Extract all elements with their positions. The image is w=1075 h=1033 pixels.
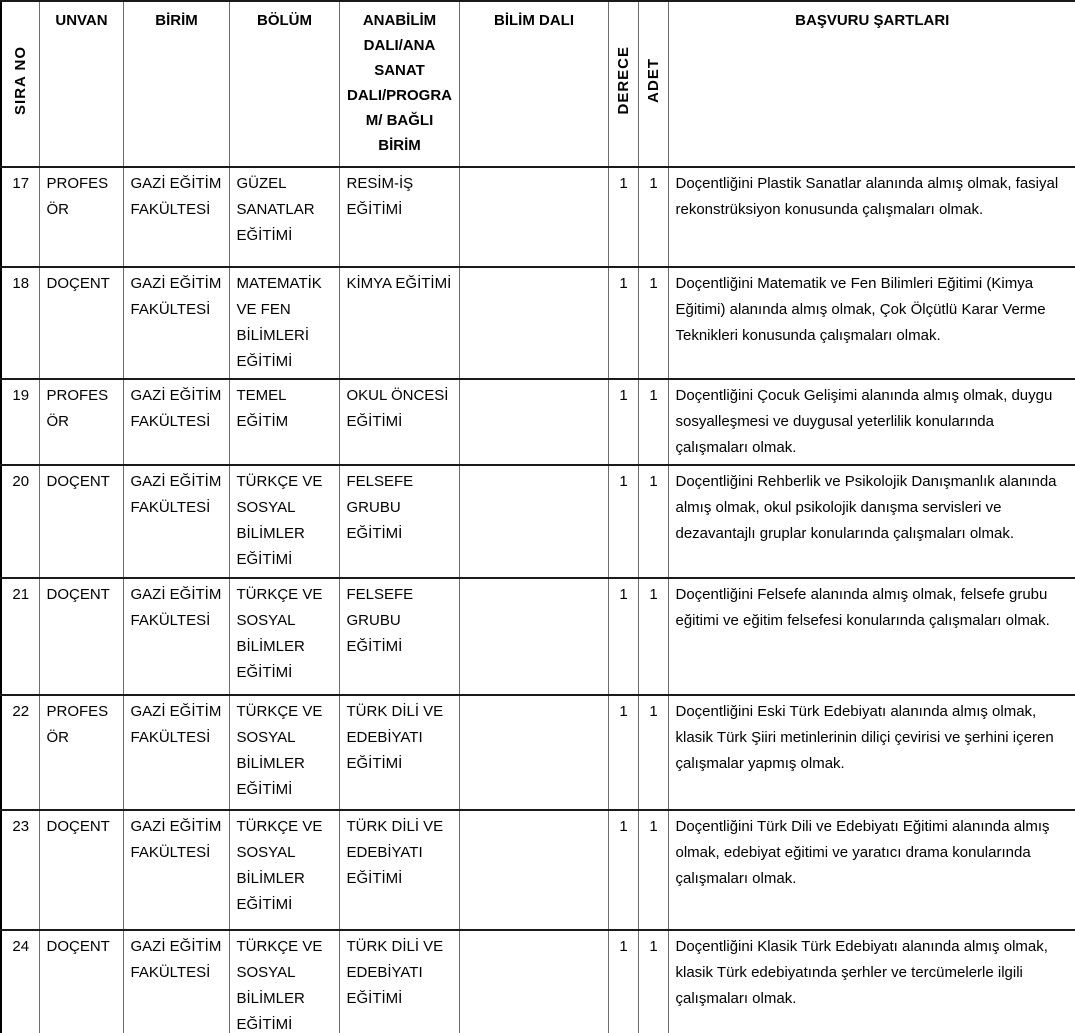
table-row <box>1 267 1075 379</box>
cell-anabilim-dali: FELSEFE GRUBU EĞİTİMİ <box>339 578 459 695</box>
cell-unvan: PROFESÖR <box>39 695 123 810</box>
header-basvuru-sartlari: BAŞVURU ŞARTLARI <box>668 1 1075 167</box>
cell-sira-no: 21 <box>1 578 39 695</box>
header-birim: BİRİM <box>123 1 229 167</box>
cell-basvuru-sartlari: Doçentliğini Çocuk Gelişimi alanında almış olmak, duygu sosyalleşmesi ve duygusal yeterlilik konularında çalışmaları olmak. <box>668 379 1075 465</box>
table-row <box>1 167 1075 267</box>
table-row <box>1 465 1075 578</box>
cell-basvuru-sartlari: Doçentliğini Plastik Sanatlar alanında almış olmak, fasiyal rekonstrüksiyon konusunda çalışmaları olmak. <box>668 167 1075 267</box>
cell-bolum: MATEMATİK VE FEN BİLİMLERİ EĞİTİMİ <box>229 267 339 379</box>
cell-unvan: PROFESÖR <box>39 167 123 267</box>
cell-adet: 1 <box>638 695 668 810</box>
cell-derece: 1 <box>608 379 638 465</box>
cell-bolum: TÜRKÇE VE SOSYAL BİLİMLER EĞİTİMİ <box>229 695 339 810</box>
cell-sira-no: 24 <box>1 930 39 1033</box>
cell-unvan: DOÇENT <box>39 810 123 930</box>
cell-bilim-dali <box>459 810 608 930</box>
cell-anabilim-dali: OKUL ÖNCESİ EĞİTİMİ <box>339 379 459 465</box>
cell-basvuru-sartlari: Doçentliğini Felsefe alanında almış olmak, felsefe grubu eğitimi ve eğitim felsefesi konularında çalışmaları olmak. <box>668 578 1075 695</box>
cell-sira-no: 23 <box>1 810 39 930</box>
cell-anabilim-dali: TÜRK DİLİ VE EDEBİYATI EĞİTİMİ <box>339 695 459 810</box>
cell-sira-no: 18 <box>1 267 39 379</box>
cell-birim: GAZİ EĞİTİM FAKÜLTESİ <box>123 465 229 578</box>
cell-basvuru-sartlari: Doçentliğini Klasik Türk Edebiyatı alanında almış olmak, klasik Türk edebiyatında şerhler ve tercümelerle ilgili çalışmaları olmak. <box>668 930 1075 1033</box>
cell-anabilim-dali: KİMYA EĞİTİMİ <box>339 267 459 379</box>
cell-anabilim-dali: FELSEFE GRUBU EĞİTİMİ <box>339 465 459 578</box>
header-sira-no: SIRA NO <box>1 1 39 167</box>
table-row <box>1 930 1075 1033</box>
cell-adet: 1 <box>638 810 668 930</box>
cell-unvan: DOÇENT <box>39 930 123 1033</box>
header-bolum: BÖLÜM <box>229 1 339 167</box>
header-row <box>1 1 1075 167</box>
cell-bolum: TÜRKÇE VE SOSYAL BİLİMLER EĞİTİMİ <box>229 465 339 578</box>
cell-derece: 1 <box>608 578 638 695</box>
cell-basvuru-sartlari: Doçentliğini Matematik ve Fen Bilimleri Eğitimi (Kimya Eğitimi) alanında almış olmak, Çok Ölçütlü Karar Verme Teknikleri konusunda çalışmaları olmak. <box>668 267 1075 379</box>
cell-anabilim-dali: TÜRK DİLİ VE EDEBİYATI EĞİTİMİ <box>339 810 459 930</box>
cell-sira-no: 19 <box>1 379 39 465</box>
cell-derece: 1 <box>608 465 638 578</box>
cell-derece: 1 <box>608 695 638 810</box>
cell-sira-no: 22 <box>1 695 39 810</box>
header-derece: DERECE <box>608 1 638 167</box>
table-row <box>1 578 1075 695</box>
cell-anabilim-dali: TÜRK DİLİ VE EDEBİYATI EĞİTİMİ <box>339 930 459 1033</box>
cell-birim: GAZİ EĞİTİM FAKÜLTESİ <box>123 930 229 1033</box>
cell-bolum: TÜRKÇE VE SOSYAL BİLİMLER EĞİTİMİ <box>229 810 339 930</box>
table-row <box>1 379 1075 465</box>
header-unvan: UNVAN <box>39 1 123 167</box>
cell-adet: 1 <box>638 267 668 379</box>
cell-derece: 1 <box>608 167 638 267</box>
cell-bilim-dali <box>459 930 608 1033</box>
cell-derece: 1 <box>608 930 638 1033</box>
header-adet: ADET <box>638 1 668 167</box>
cell-birim: GAZİ EĞİTİM FAKÜLTESİ <box>123 578 229 695</box>
cell-unvan: DOÇENT <box>39 578 123 695</box>
cell-birim: GAZİ EĞİTİM FAKÜLTESİ <box>123 379 229 465</box>
cell-adet: 1 <box>638 379 668 465</box>
cell-birim: GAZİ EĞİTİM FAKÜLTESİ <box>123 810 229 930</box>
cell-derece: 1 <box>608 267 638 379</box>
cell-adet: 1 <box>638 465 668 578</box>
cell-adet: 1 <box>638 578 668 695</box>
table-row <box>1 695 1075 810</box>
cell-basvuru-sartlari: Doçentliğini Rehberlik ve Psikolojik Danışmanlık alanında almış olmak, okul psikolojik danışma servisleri ve dezavantajlı gruplar konularında çalışmaları olmak. <box>668 465 1075 578</box>
cell-bilim-dali <box>459 578 608 695</box>
cell-derece: 1 <box>608 810 638 930</box>
cell-adet: 1 <box>638 930 668 1033</box>
cell-bolum: TÜRKÇE VE SOSYAL BİLİMLER EĞİTİMİ <box>229 578 339 695</box>
cell-bilim-dali <box>459 695 608 810</box>
header-bilim-dali: BİLİM DALI <box>459 1 608 167</box>
cell-sira-no: 20 <box>1 465 39 578</box>
cell-bilim-dali <box>459 267 608 379</box>
cell-bolum: TÜRKÇE VE SOSYAL BİLİMLER EĞİTİMİ <box>229 930 339 1033</box>
cell-unvan: DOÇENT <box>39 465 123 578</box>
cell-bilim-dali <box>459 379 608 465</box>
header-anabilim-dali: ANABİLİM DALI/ANA SANAT DALI/PROGRAM/ BAĞLI BİRİM <box>339 1 459 167</box>
cell-basvuru-sartlari: Doçentliğini Eski Türk Edebiyatı alanında almış olmak, klasik Türk Şiiri metinlerinin diliçi çevirisi ve şerhini içeren çalışmalar yapmış olmak. <box>668 695 1075 810</box>
cell-bilim-dali <box>459 167 608 267</box>
cell-birim: GAZİ EĞİTİM FAKÜLTESİ <box>123 695 229 810</box>
cell-basvuru-sartlari: Doçentliğini Türk Dili ve Edebiyatı Eğitimi alanında almış olmak, edebiyat eğitimi ve yaratıcı drama konularında çalışmaları olmak. <box>668 810 1075 930</box>
table-row <box>1 810 1075 930</box>
cell-sira-no: 17 <box>1 167 39 267</box>
cell-anabilim-dali: RESİM-İŞ EĞİTİMİ <box>339 167 459 267</box>
cell-bilim-dali <box>459 465 608 578</box>
cell-birim: GAZİ EĞİTİM FAKÜLTESİ <box>123 267 229 379</box>
cell-unvan: DOÇENT <box>39 267 123 379</box>
cell-adet: 1 <box>638 167 668 267</box>
cell-unvan: PROFESÖR <box>39 379 123 465</box>
table-body <box>1 167 1075 1033</box>
cell-birim: GAZİ EĞİTİM FAKÜLTESİ <box>123 167 229 267</box>
cell-bolum: GÜZEL SANATLAR EĞİTİMİ <box>229 167 339 267</box>
cell-bolum: TEMEL EĞİTİM <box>229 379 339 465</box>
